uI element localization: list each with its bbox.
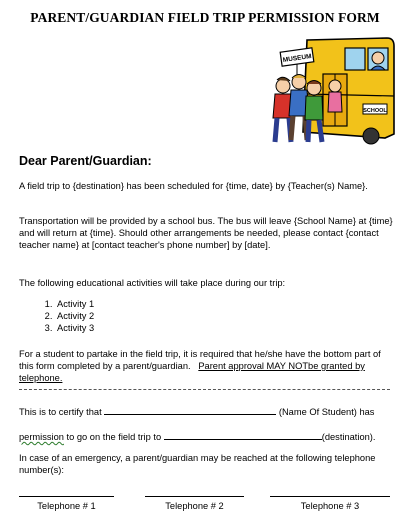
certify-line	[19, 405, 374, 417]
list-item: 3. Activity 3	[55, 322, 255, 334]
intro-paragraph: A field trip to {destination} has been scheduled for {time, date} by {Teacher(s) Name}.	[19, 181, 368, 191]
list-item: 1. Activity 1	[55, 298, 255, 310]
telephone-3-blank[interactable]	[270, 496, 390, 497]
student-name-blank[interactable]	[104, 405, 276, 415]
emergency-paragraph: In case of an emergency, a parent/guardian may be reached at the following telephone number(s):	[19, 453, 376, 475]
telephone-1-blank[interactable]	[19, 496, 114, 497]
certify-prefix: This is to certify that	[19, 407, 102, 417]
permission-line	[19, 430, 375, 442]
list-item: 2. Activity 2	[55, 310, 255, 322]
destination-label: (destination).	[321, 432, 376, 442]
bus-sign-text: MUSEUM	[282, 53, 313, 64]
bus-plate-text: SCHOOL	[363, 108, 387, 114]
school-bus-kids-clipart-icon	[267, 34, 395, 146]
transportation-paragraph: Transportation will be provided by a school bus. The bus will leave {School Name} at {time} and will return at {time}. Should other arrangements be needed, please contact {contact teacher name} at [contact teacher's phone number] by [date].	[19, 216, 393, 250]
certify-suffix: (Name Of Student) has	[278, 407, 375, 417]
requirement-paragraph	[19, 349, 393, 384]
approval-note: Parent approval MAY NOTbe granted by telephone.	[19, 360, 365, 383]
tear-off-divider	[19, 389, 390, 390]
telephone-2-label: Telephone # 2	[165, 501, 224, 511]
telephone-2-blank[interactable]	[145, 496, 244, 497]
permission-text: to go on the field trip to	[66, 432, 162, 442]
telephone-3-label: Telephone # 3	[300, 501, 360, 511]
activities-intro: The following educational activities will take place during our trip:	[19, 278, 286, 288]
destination-blank[interactable]	[164, 430, 322, 440]
form-title: PARENT/GUARDIAN FIELD TRIP PERMISSION FORM	[30, 10, 380, 25]
requirement-text: For a student to partake in the field trip, it is required that he/she have the bottom part of this form completed by a parent/guardian.	[19, 349, 381, 371]
telephone-1-label: Telephone # 1	[37, 501, 96, 511]
permission-word: permission	[19, 432, 64, 442]
greeting: Dear Parent/Guardian:	[19, 154, 152, 168]
activities-list	[19, 298, 255, 334]
